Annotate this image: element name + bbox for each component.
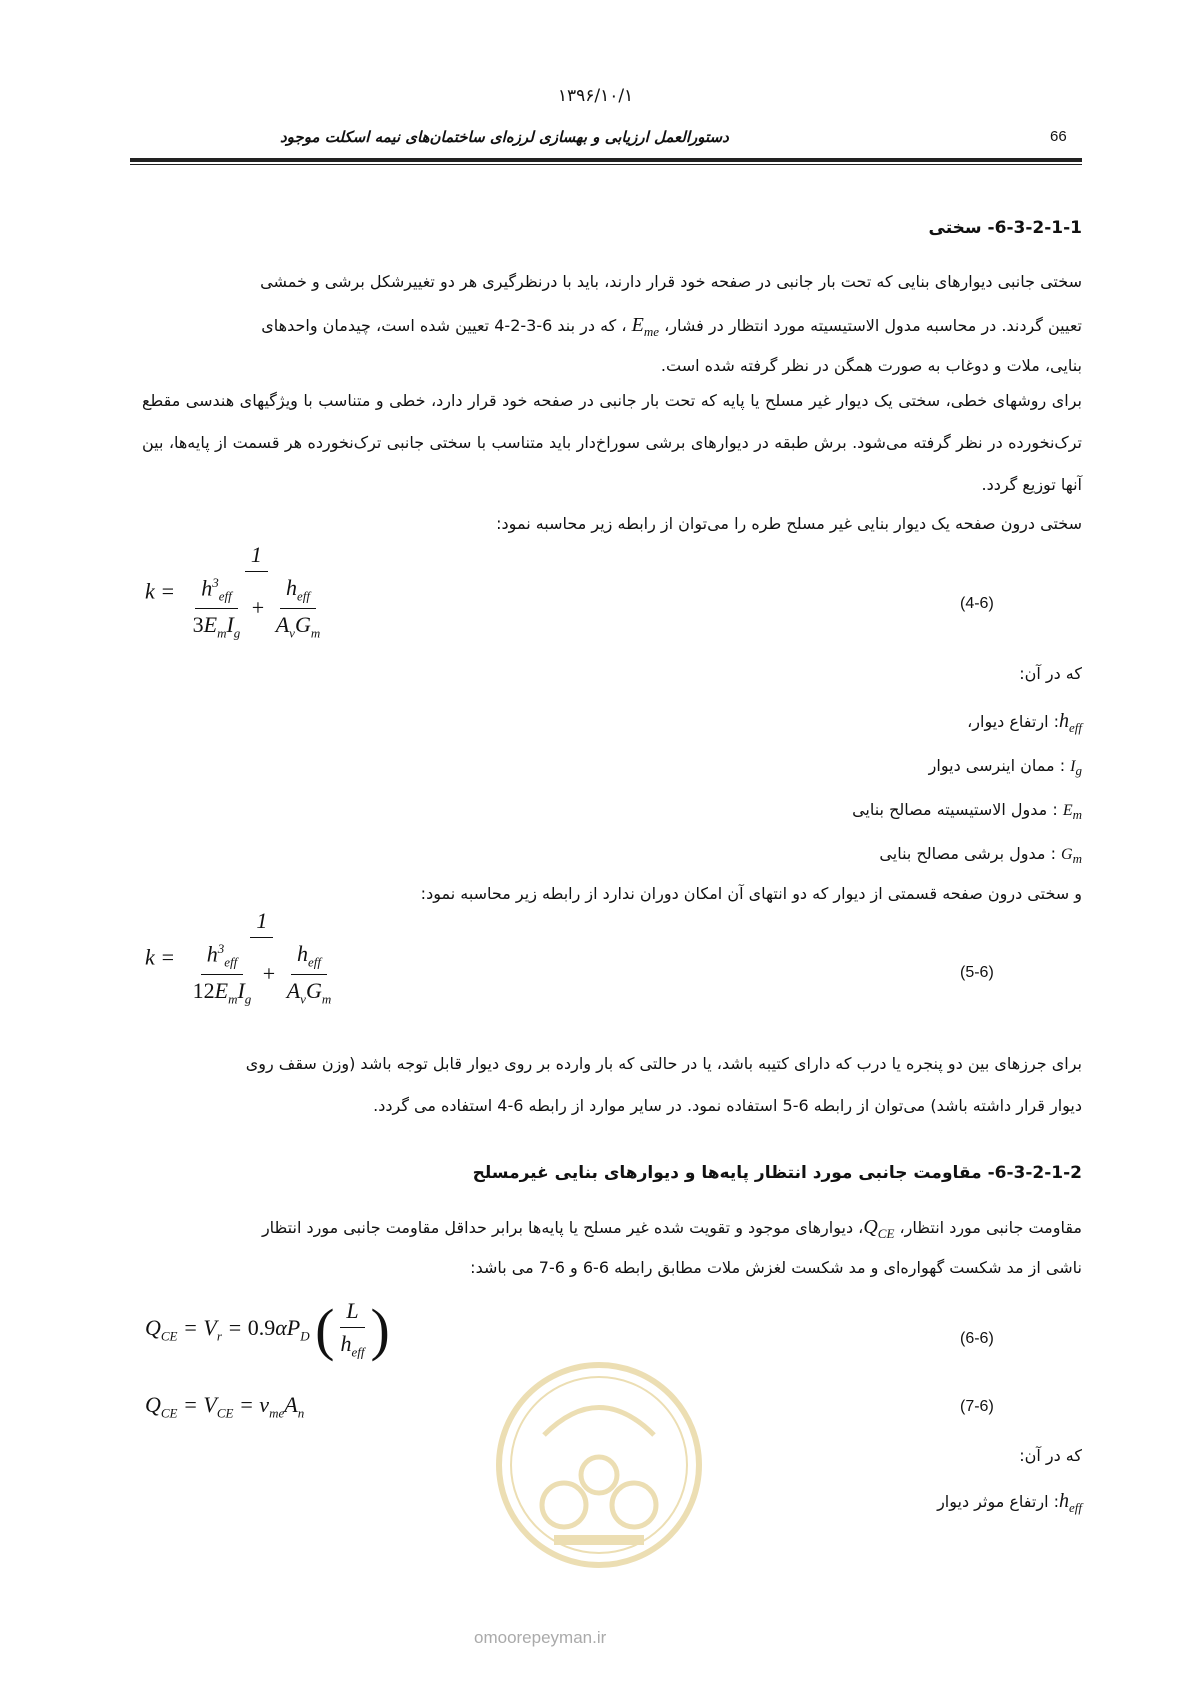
equation-6-6: $Q_{CE} = V_r = 0.9\alpha P_D$ ( $\frac{L}{h_{eff}}$ ): [145, 1297, 390, 1362]
definition-ig: $I_g$ : ممان اینرسی دیوار: [928, 756, 1082, 779]
equation-number: (4-6): [960, 595, 994, 612]
where-label: که در آن:: [1019, 664, 1082, 683]
page-number: 66: [1050, 128, 1067, 145]
definition-gm: $G_m$ : مدول برشی مصالح بنایی: [879, 844, 1082, 867]
paragraph-line: تعیین گردند. در محاسبه مدول الاستیسیته مورد انتظار در فشار، $E_{me}$ ، که در بند 6-3-2-4 تعیین شده است، چیدمان واحدهای: [261, 314, 1082, 339]
equation-number: (5-6): [960, 964, 994, 981]
paragraph-line: برای جرزهای بین دو پنجره یا درب که دارای کتیبه باشد، یا در حالتی که بار وارده بر روی دیوار قابل توجه باشد (وزن سقف روی: [245, 1054, 1082, 1073]
paragraph-line: مقاومت جانبی مورد انتظار، $Q_{CE}،$ دیوارهای موجود و تقویت شده غیر مسلح یا پایه‌ها برابر حداقل مقاومت جانبی مورد انتظار: [261, 1216, 1082, 1241]
document-title: دستورالعمل ارزیابی و بهسازی لرزه‌ای ساختمان‌های نیمه اسکلت موجود: [280, 128, 729, 146]
running-header: [130, 128, 1082, 150]
symbol-e-me: $E_{me}$: [631, 314, 660, 339]
watermark-text: omoorepeyman.ir: [474, 1628, 607, 1647]
equation-5-6: k = 1 $\frac{h^3_{eff}}{12E_mI_g}$ + $\frac{h_{eff}}{A_vG_m}$: [145, 908, 332, 1007]
paragraph: برای روشهای خطی، سختی یک دیوار غیر مسلح یا پایه که تحت بار جانبی در صفحه خود قرار دارد، خطی و متناسب با ویژگیهای هندسی مقطع ترک‌نخورده در نظر گرفته می‌شود. برش طبقه در دیوارهای برشی سوراخ‌دار باید متناسب با سختی جانبی ترک‌نخورده هر قسمت از پایه‌ها، بین آنها توزیع گردد.: [142, 391, 1082, 494]
equation-number: (7-6): [960, 1398, 994, 1415]
definition-heff: $h_{eff}$: ارتفاع دیوار،: [967, 710, 1082, 735]
definition-heff: $h_{eff}$: ارتفاع موثر دیوار: [937, 1490, 1082, 1515]
paragraph-line: سختی درون صفحه یک دیوار بنایی غیر مسلح طره را می‌توان از رابطه زیر محاسبه نمود:: [496, 514, 1082, 533]
section-heading-lateral-strength: 6-3-2-1-2- مقاومت جانبی مورد انتظار پایه‌ها و دیوارهای بنایی غیرمسلح: [472, 1163, 1082, 1183]
paragraph-line: بنایی، ملات و دوغاب به صورت همگن در نظر گرفته شده است.: [660, 356, 1082, 375]
watermark-logo: [484, 1340, 714, 1610]
section-heading-stiffness: 6-3-2-1-1- سختی: [928, 218, 1082, 238]
header-rule-thin: [130, 164, 1082, 165]
header-date: ۱۳۹۶/۱۰/۱: [557, 86, 634, 106]
equation-number: (6-6): [960, 1330, 994, 1347]
definition-em: $E_m$ : مدول الاستیسیته مصالح بنایی: [852, 800, 1082, 823]
where-label: که در آن:: [1019, 1446, 1082, 1465]
paragraph-line: و سختی درون صفحه قسمتی از دیوار که دو انتهای آن امکان دوران ندارد از رابطه زیر محاسبه نمود:: [420, 884, 1082, 903]
equation-4-6: k = 1 $\frac{h^3_{eff}}{3E_mI_g}$ + $\frac{h_{eff}}{A_vG_m}$: [145, 542, 321, 641]
paragraph-line: ناشی از مد شکست گهواره‌ای و مد شکست لغزش ملات مطابق رابطه 6-6 و 6-7 می باشد:: [470, 1258, 1082, 1277]
header-rule-thick: [130, 158, 1082, 162]
equation-7-6: $Q_{CE} = V_{CE} = v_{me}A_n$: [145, 1392, 305, 1421]
paragraph-line: دیوار قرار داشته باشد) می‌توان از رابطه 6-5 استفاده نمود. در سایر موارد از رابطه 6-4 استفاده می گردد.: [373, 1096, 1082, 1115]
paragraph-line: سختی جانبی دیوارهای بنایی که تحت بار جانبی در صفحه خود قرار دارند، باید با درنظرگیری هر دو تغییرشکل برشی و خمشی: [260, 272, 1082, 291]
